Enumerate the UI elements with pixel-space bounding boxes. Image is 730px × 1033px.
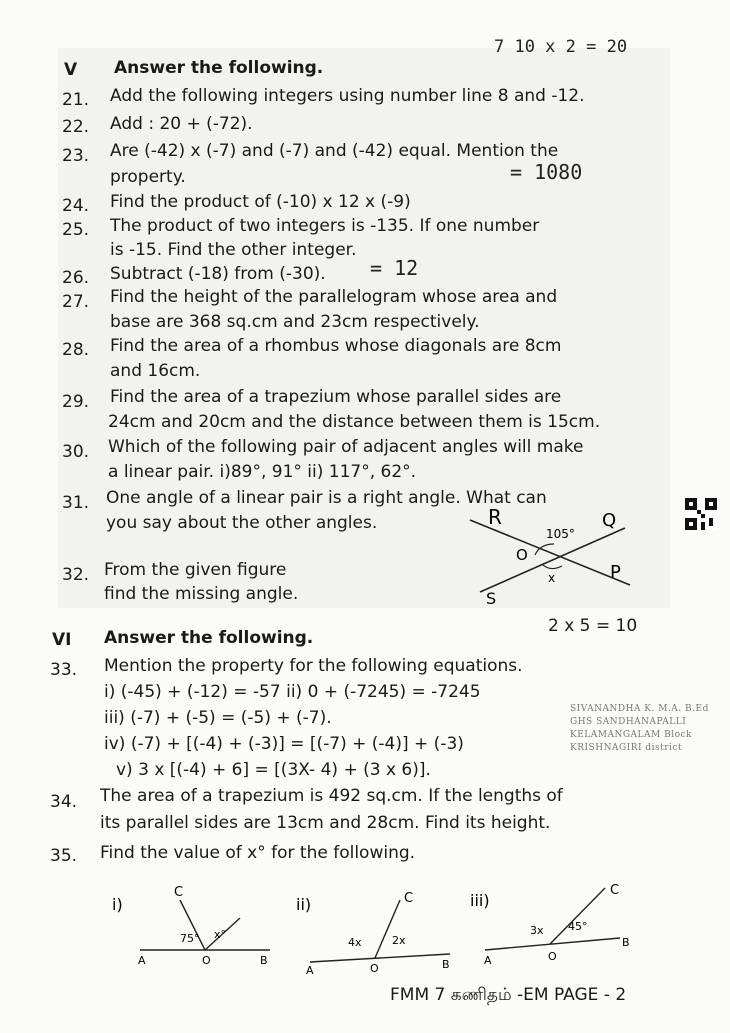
section-vi-roman: VI xyxy=(52,630,72,650)
fig35-ii-label-c: C xyxy=(404,891,414,906)
q31-text-line1: One angle of a linear pair is a right angle. What can xyxy=(106,488,547,508)
q27-text-line2: base are 368 sq.cm and 23cm respectively. xyxy=(110,312,480,332)
stamp-line-2: GHS SANDHANAPALLI xyxy=(570,717,687,727)
stamp-line-1: SIVANANDHA K. M.A. B.Ed xyxy=(570,704,709,714)
fig35-part-ii: ii) xyxy=(296,895,312,914)
q34-text-line2: its parallel sides are 13cm and 28cm. Find its height. xyxy=(100,813,551,833)
fig35-i-label-b: B xyxy=(260,954,268,967)
fig32-label-p: P xyxy=(610,562,621,583)
q26-handwritten-answer: = 12 xyxy=(370,256,419,280)
q30-text-line2: a linear pair. i)89°, 91° ii) 117°, 62°. xyxy=(108,462,417,482)
fig35-iii-label-o: O xyxy=(548,950,557,963)
fig35-i-label-o: O xyxy=(202,954,211,967)
section-vi-marks: 2 x 5 = 10 xyxy=(548,616,638,636)
fig35-ii-label-o: O xyxy=(370,962,379,975)
fig32-label-o: O xyxy=(516,546,528,564)
q32-number: 32. xyxy=(62,565,90,585)
q33-part-i-ii: i) (-45) + (-12) = -57 ii) 0 + (-7245) = -7245 xyxy=(104,682,481,702)
fig32-label-r: R xyxy=(488,505,502,529)
q32-angle-figure xyxy=(450,500,650,610)
fig35-iii-label-b: B xyxy=(622,936,630,949)
q28-number: 28. xyxy=(62,340,90,360)
q34-number: 34. xyxy=(50,792,78,812)
q23-number: 23. xyxy=(62,146,90,166)
section-v-marks: 7 10 x 2 = 20 xyxy=(494,37,628,57)
fig32-label-q: Q xyxy=(602,510,617,531)
q29-number: 29. xyxy=(62,392,90,412)
fig35-ii-angle-2x: 2x xyxy=(392,934,406,947)
page-footer: FMM 7 கணிதம் -EM PAGE - 2 xyxy=(390,985,627,1005)
fig35-ii-angle-4x: 4x xyxy=(348,936,362,949)
q33-part-v: v) 3 x [(-4) + 6] = [(3X- 4) + (3 x 6)]. xyxy=(116,760,431,780)
q24-text: Find the product of (-10) x 12 x (-9) xyxy=(110,192,411,212)
q29-text-line2: 24cm and 20cm and the distance between them is 15cm. xyxy=(108,412,601,432)
teacher-stamp xyxy=(570,703,730,755)
q21-text: Add the following integers using number line 8 and -12. xyxy=(110,86,585,106)
fig35-iii-angle-45: 45° xyxy=(568,920,588,933)
fig35-part-iii: iii) xyxy=(470,891,490,910)
q28-text-line1: Find the area of a rhombus whose diagonals are 8cm xyxy=(110,336,562,356)
q32-text-line1: From the given figure xyxy=(104,560,287,580)
q27-number: 27. xyxy=(62,292,90,312)
q24-handwritten-answer: = 1080 xyxy=(510,160,583,184)
fig32-label-s: S xyxy=(486,589,497,608)
q34-text-line1: The area of a trapezium is 492 sq.cm. If the lengths of xyxy=(100,786,563,806)
q30-text-line1: Which of the following pair of adjacent angles will make xyxy=(108,437,584,457)
fig35-i-angle-75: 75° xyxy=(180,932,200,945)
q23-text-line1: Are (-42) x (-7) and (-7) and (-42) equal. Mention the xyxy=(110,141,559,161)
q31-text-line2: you say about the other angles. xyxy=(106,513,378,533)
q27-text-line1: Find the height of the parallelogram whose area and xyxy=(110,287,558,307)
stamp-line-3: KELAMANGALAM Block xyxy=(570,730,693,740)
fig35-i-label-c: C xyxy=(174,885,184,900)
fig35-iii-label-c: C xyxy=(610,883,620,898)
q32-text-line2: find the missing angle. xyxy=(104,584,299,604)
q25-text-line2: is -15. Find the other integer. xyxy=(110,240,357,260)
section-v-roman: V xyxy=(64,60,78,80)
fig35-ii-label-a: A xyxy=(306,964,314,975)
fig32-label-angle: 105° xyxy=(546,527,575,541)
q23-text-line2: property. xyxy=(110,167,186,187)
q25-number: 25. xyxy=(62,220,90,240)
q30-number: 30. xyxy=(62,442,90,462)
q33-part-iii: iii) (-7) + (-5) = (-5) + (-7). xyxy=(104,708,332,728)
q31-number: 31. xyxy=(62,493,90,513)
q26-number: 26. xyxy=(62,268,90,288)
fig35-part-i: i) xyxy=(112,895,123,914)
qr-code-icon xyxy=(685,498,717,530)
q24-number: 24. xyxy=(62,196,90,216)
q33-part-iv: iv) (-7) + [(-4) + (-3)] = [(-7) + (-4)] + (-3) xyxy=(104,734,464,754)
q22-text: Add : 20 + (-72). xyxy=(110,114,253,134)
q33-text: Mention the property for the following equations. xyxy=(104,656,523,676)
stamp-line-4: KRISHNAGIRI district xyxy=(570,743,683,753)
q33-number: 33. xyxy=(50,660,78,680)
fig35-iii-label-a: A xyxy=(484,954,492,967)
fig35-iii-angle-3x: 3x xyxy=(530,924,544,937)
fig32-label-x: x xyxy=(548,571,556,585)
q21-number: 21. xyxy=(62,90,90,110)
q29-text-line1: Find the area of a trapezium whose parallel sides are xyxy=(110,387,562,407)
q22-number: 22. xyxy=(62,117,90,137)
q25-text-line1: The product of two integers is -135. If one number xyxy=(110,216,540,236)
section-vi-heading: Answer the following. xyxy=(104,628,314,648)
q26-text: Subtract (-18) from (-30). xyxy=(110,264,326,284)
fig35-i-label-a: A xyxy=(138,954,146,967)
q35-number: 35. xyxy=(50,846,78,866)
q28-text-line2: and 16cm. xyxy=(110,361,201,381)
section-v-heading: Answer the following. xyxy=(114,58,324,78)
fig35-ii-label-b: B xyxy=(442,958,450,971)
q35-text: Find the value of x° for the following. xyxy=(100,843,416,863)
q35-figures xyxy=(100,880,660,975)
fig35-i-angle-x: x° xyxy=(214,928,227,941)
